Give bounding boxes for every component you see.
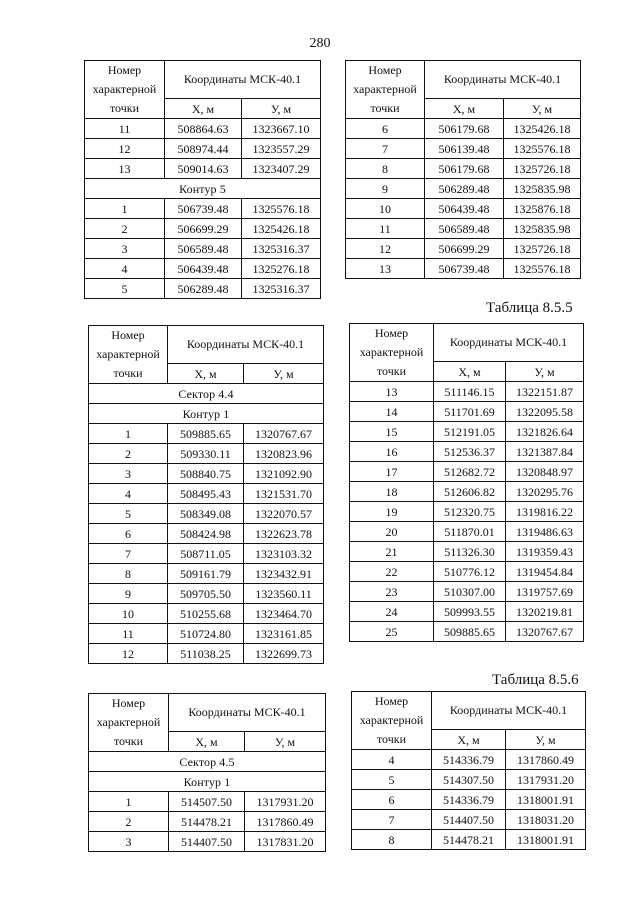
table-row: [350, 582, 584, 602]
y-coordinate-cell: 1320823.96: [244, 444, 324, 464]
y-coordinate-cell: 1323560.11: [244, 584, 324, 604]
point-number-cell: 24: [350, 602, 434, 622]
section-label: Сектор 4.5: [89, 752, 326, 772]
x-coordinate-cell: 508711.05: [168, 544, 244, 564]
section-row: [89, 384, 324, 404]
table-row: [350, 402, 584, 422]
point-number-cell: 9: [89, 584, 168, 604]
table-row: [89, 524, 324, 544]
x-coordinate-cell: 506439.48: [165, 259, 242, 279]
point-number-cell: 7: [89, 544, 168, 564]
table-row: [89, 604, 324, 624]
x-coordinate-cell: 514307.50: [432, 770, 506, 790]
section-label: Контур 1: [89, 772, 326, 792]
y-coordinate-cell: 1317860.49: [506, 750, 586, 770]
x-coordinate-cell: 511326.30: [434, 542, 506, 562]
y-coordinate-cell: 1318001.91: [506, 830, 586, 850]
x-coordinate-cell: 508840.75: [168, 464, 244, 484]
table-row: [350, 462, 584, 482]
x-coordinate-cell: 508349.08: [168, 504, 244, 524]
x-coordinate-cell: 506179.68: [425, 159, 504, 179]
header-coordinates: Координаты МСК-40.1: [425, 61, 581, 99]
point-number-cell: 13: [350, 382, 434, 402]
y-coordinate-cell: 1323103.32: [244, 544, 324, 564]
y-coordinate-cell: 1325835.98: [504, 219, 581, 239]
point-number-cell: 11: [89, 624, 168, 644]
table-row: [350, 442, 584, 462]
table-row: [350, 622, 584, 642]
x-coordinate-cell: 509993.55: [434, 602, 506, 622]
x-coordinate-cell: 509014.63: [165, 159, 242, 179]
point-number-cell: 6: [89, 524, 168, 544]
x-coordinate-cell: 514407.50: [169, 832, 245, 852]
x-coordinate-cell: 514478.21: [169, 812, 245, 832]
y-coordinate-cell: 1323161.85: [244, 624, 324, 644]
table-row: [89, 832, 326, 852]
table-row: [85, 259, 321, 279]
y-coordinate-cell: 1320767.67: [244, 424, 324, 444]
y-coordinate-cell: 1318031.20: [506, 810, 586, 830]
y-coordinate-cell: 1317931.20: [506, 770, 586, 790]
table-row: [85, 239, 321, 259]
y-coordinate-cell: 1322151.87: [506, 382, 584, 402]
x-coordinate-cell: 512320.75: [434, 502, 506, 522]
x-coordinate-cell: 508495.43: [168, 484, 244, 504]
x-coordinate-cell: 514336.79: [432, 790, 506, 810]
point-number-cell: 20: [350, 522, 434, 542]
y-coordinate-cell: 1319816.22: [506, 502, 584, 522]
coords-table-1: [84, 60, 321, 299]
y-coordinate-cell: 1325876.18: [504, 199, 581, 219]
header-coordinates: Координаты МСК-40.1: [165, 61, 321, 99]
point-number-cell: 18: [350, 482, 434, 502]
section-row: [89, 772, 326, 792]
x-coordinate-cell: 514407.50: [432, 810, 506, 830]
point-number-cell: 12: [346, 239, 425, 259]
section-row: [85, 179, 321, 199]
point-number-cell: 3: [85, 239, 165, 259]
x-coordinate-cell: 508864.63: [165, 119, 242, 139]
table-row: [89, 464, 324, 484]
table-row: [352, 810, 586, 830]
table-row: [89, 564, 324, 584]
section-label: Сектор 4.4: [89, 384, 324, 404]
y-coordinate-cell: 1318001.91: [506, 790, 586, 810]
header-coordinates: Координаты МСК-40.1: [432, 692, 586, 730]
y-coordinate-cell: 1320219.81: [506, 602, 584, 622]
header-point-number: Номер характерной точки: [350, 324, 434, 382]
y-coordinate-cell: 1321826.64: [506, 422, 584, 442]
table-caption-8-5-6: Таблица 8.5.6: [492, 672, 579, 688]
header-x: X, м: [432, 730, 506, 750]
y-coordinate-cell: 1325576.18: [504, 139, 581, 159]
header-coordinates: Координаты МСК-40.1: [168, 326, 324, 364]
coords-table-2: [345, 60, 581, 279]
point-number-cell: 8: [352, 830, 432, 850]
y-coordinate-cell: 1325726.18: [504, 159, 581, 179]
header-coordinates: Координаты МСК-40.1: [169, 694, 326, 732]
header-point-number: Номер характерной точки: [89, 326, 168, 384]
table-row: [89, 584, 324, 604]
section-row: [89, 752, 326, 772]
table-row: [346, 259, 581, 279]
table-row: [346, 219, 581, 239]
point-number-cell: 6: [352, 790, 432, 810]
x-coordinate-cell: 510776.12: [434, 562, 506, 582]
table-row: [350, 502, 584, 522]
header-x: X, м: [425, 99, 504, 119]
point-number-cell: 7: [346, 139, 425, 159]
x-coordinate-cell: 509161.79: [168, 564, 244, 584]
point-number-cell: 25: [350, 622, 434, 642]
table-row: [350, 562, 584, 582]
table-row: [85, 279, 321, 299]
x-coordinate-cell: 506739.48: [165, 199, 242, 219]
y-coordinate-cell: 1323464.70: [244, 604, 324, 624]
point-number-cell: 15: [350, 422, 434, 442]
y-coordinate-cell: 1325316.37: [242, 279, 321, 299]
point-number-cell: 21: [350, 542, 434, 562]
table-row: [85, 159, 321, 179]
x-coordinate-cell: 514507.50: [169, 792, 245, 812]
table-row: [89, 484, 324, 504]
y-coordinate-cell: 1319454.84: [506, 562, 584, 582]
x-coordinate-cell: 511701.69: [434, 402, 506, 422]
y-coordinate-cell: 1325835.98: [504, 179, 581, 199]
header-coordinates: Координаты МСК-40.1: [434, 324, 584, 362]
x-coordinate-cell: 510724.80: [168, 624, 244, 644]
header-y: У, м: [244, 364, 324, 384]
table-caption-8-5-5: Таблица 8.5.5: [486, 300, 573, 316]
table-row: [89, 792, 326, 812]
point-number-cell: 6: [346, 119, 425, 139]
point-number-cell: 8: [346, 159, 425, 179]
y-coordinate-cell: 1325726.18: [504, 239, 581, 259]
coords-table-4: [349, 323, 584, 642]
table-row: [85, 139, 321, 159]
x-coordinate-cell: 511038.25: [168, 644, 244, 664]
y-coordinate-cell: 1321092.90: [244, 464, 324, 484]
point-number-cell: 2: [89, 444, 168, 464]
table-row: [89, 504, 324, 524]
table-row: [352, 750, 586, 770]
table-row: [89, 644, 324, 664]
header-y: У, м: [245, 732, 326, 752]
y-coordinate-cell: 1323407.29: [242, 159, 321, 179]
point-number-cell: 16: [350, 442, 434, 462]
y-coordinate-cell: 1325426.18: [242, 219, 321, 239]
y-coordinate-cell: 1321387.84: [506, 442, 584, 462]
x-coordinate-cell: 509885.65: [434, 622, 506, 642]
point-number-cell: 7: [352, 810, 432, 830]
x-coordinate-cell: 506439.48: [425, 199, 504, 219]
point-number-cell: 1: [85, 199, 165, 219]
table-row: [346, 199, 581, 219]
x-coordinate-cell: 509885.65: [168, 424, 244, 444]
point-number-cell: 13: [346, 259, 425, 279]
point-number-cell: 14: [350, 402, 434, 422]
table-row: [352, 830, 586, 850]
point-number-cell: 22: [350, 562, 434, 582]
point-number-cell: 11: [346, 219, 425, 239]
table-row: [85, 219, 321, 239]
coords-table-5: [88, 693, 326, 852]
y-coordinate-cell: 1323667.10: [242, 119, 321, 139]
section-label: Контур 5: [85, 179, 321, 199]
x-coordinate-cell: 512536.37: [434, 442, 506, 462]
x-coordinate-cell: 509705.50: [168, 584, 244, 604]
y-coordinate-cell: 1323432.91: [244, 564, 324, 584]
point-number-cell: 3: [89, 832, 169, 852]
coords-table-3: [88, 325, 324, 664]
header-y: У, м: [506, 730, 586, 750]
y-coordinate-cell: 1322623.78: [244, 524, 324, 544]
x-coordinate-cell: 506139.48: [425, 139, 504, 159]
y-coordinate-cell: 1325576.18: [504, 259, 581, 279]
y-coordinate-cell: 1322699.73: [244, 644, 324, 664]
point-number-cell: 3: [89, 464, 168, 484]
point-number-cell: 4: [85, 259, 165, 279]
point-number-cell: 13: [85, 159, 165, 179]
point-number-cell: 5: [89, 504, 168, 524]
header-x: X, м: [168, 364, 244, 384]
section-row: [89, 404, 324, 424]
x-coordinate-cell: 510307.00: [434, 582, 506, 602]
point-number-cell: 2: [85, 219, 165, 239]
table-row: [352, 790, 586, 810]
x-coordinate-cell: 506289.48: [425, 179, 504, 199]
x-coordinate-cell: 511146.15: [434, 382, 506, 402]
page-number: 280: [309, 36, 331, 51]
x-coordinate-cell: 506589.48: [165, 239, 242, 259]
table-row: [89, 812, 326, 832]
point-number-cell: 12: [85, 139, 165, 159]
section-label: Контур 1: [89, 404, 324, 424]
point-number-cell: 23: [350, 582, 434, 602]
x-coordinate-cell: 514478.21: [432, 830, 506, 850]
point-number-cell: 11: [85, 119, 165, 139]
x-coordinate-cell: 508424.98: [168, 524, 244, 544]
x-coordinate-cell: 506289.48: [165, 279, 242, 299]
x-coordinate-cell: 512191.05: [434, 422, 506, 442]
y-coordinate-cell: 1317860.49: [245, 812, 326, 832]
table-row: [350, 422, 584, 442]
table-row: [89, 424, 324, 444]
x-coordinate-cell: 506179.68: [425, 119, 504, 139]
point-number-cell: 17: [350, 462, 434, 482]
point-number-cell: 4: [89, 484, 168, 504]
header-y: У, м: [506, 362, 584, 382]
y-coordinate-cell: 1320767.67: [506, 622, 584, 642]
header-x: X, м: [434, 362, 506, 382]
table-row: [85, 199, 321, 219]
y-coordinate-cell: 1325276.18: [242, 259, 321, 279]
table-row: [346, 139, 581, 159]
table-row: [346, 179, 581, 199]
header-x: X, м: [169, 732, 245, 752]
point-number-cell: 19: [350, 502, 434, 522]
point-number-cell: 10: [89, 604, 168, 624]
x-coordinate-cell: 506699.29: [165, 219, 242, 239]
point-number-cell: 12: [89, 644, 168, 664]
y-coordinate-cell: 1325576.18: [242, 199, 321, 219]
table-row: [350, 602, 584, 622]
coords-table-6: [351, 691, 586, 850]
header-point-number: Номер характерной точки: [352, 692, 432, 750]
table-row: [89, 544, 324, 564]
y-coordinate-cell: 1319757.69: [506, 582, 584, 602]
point-number-cell: 1: [89, 424, 168, 444]
x-coordinate-cell: 508974.44: [165, 139, 242, 159]
point-number-cell: 2: [89, 812, 169, 832]
point-number-cell: 5: [352, 770, 432, 790]
x-coordinate-cell: 506739.48: [425, 259, 504, 279]
x-coordinate-cell: 510255.68: [168, 604, 244, 624]
x-coordinate-cell: 506699.29: [425, 239, 504, 259]
x-coordinate-cell: 506589.48: [425, 219, 504, 239]
y-coordinate-cell: 1322095.58: [506, 402, 584, 422]
header-y: У, м: [242, 99, 321, 119]
point-number-cell: 8: [89, 564, 168, 584]
y-coordinate-cell: 1319359.43: [506, 542, 584, 562]
y-coordinate-cell: 1323557.29: [242, 139, 321, 159]
header-x: X, м: [165, 99, 242, 119]
table-row: [350, 522, 584, 542]
table-row: [352, 770, 586, 790]
point-number-cell: 9: [346, 179, 425, 199]
header-point-number: Номер характерной точки: [85, 61, 165, 119]
y-coordinate-cell: 1321531.70: [244, 484, 324, 504]
point-number-cell: 5: [85, 279, 165, 299]
table-row: [346, 239, 581, 259]
y-coordinate-cell: 1325426.18: [504, 119, 581, 139]
header-y: У, м: [504, 99, 581, 119]
table-row: [89, 444, 324, 464]
point-number-cell: 1: [89, 792, 169, 812]
table-row: [85, 119, 321, 139]
table-row: [89, 624, 324, 644]
point-number-cell: 10: [346, 199, 425, 219]
y-coordinate-cell: 1325316.37: [242, 239, 321, 259]
x-coordinate-cell: 511870.01: [434, 522, 506, 542]
y-coordinate-cell: 1320848.97: [506, 462, 584, 482]
table-row: [350, 482, 584, 502]
header-point-number: Номер характерной точки: [89, 694, 169, 752]
header-point-number: Номер характерной точки: [346, 61, 425, 119]
x-coordinate-cell: 514336.79: [432, 750, 506, 770]
y-coordinate-cell: 1317831.20: [245, 832, 326, 852]
table-row: [350, 542, 584, 562]
point-number-cell: 4: [352, 750, 432, 770]
y-coordinate-cell: 1317931.20: [245, 792, 326, 812]
x-coordinate-cell: 512682.72: [434, 462, 506, 482]
table-row: [350, 382, 584, 402]
x-coordinate-cell: 509330.11: [168, 444, 244, 464]
y-coordinate-cell: 1319486.63: [506, 522, 584, 542]
y-coordinate-cell: 1320295.76: [506, 482, 584, 502]
table-row: [346, 159, 581, 179]
y-coordinate-cell: 1322070.57: [244, 504, 324, 524]
x-coordinate-cell: 512606.82: [434, 482, 506, 502]
table-row: [346, 119, 581, 139]
